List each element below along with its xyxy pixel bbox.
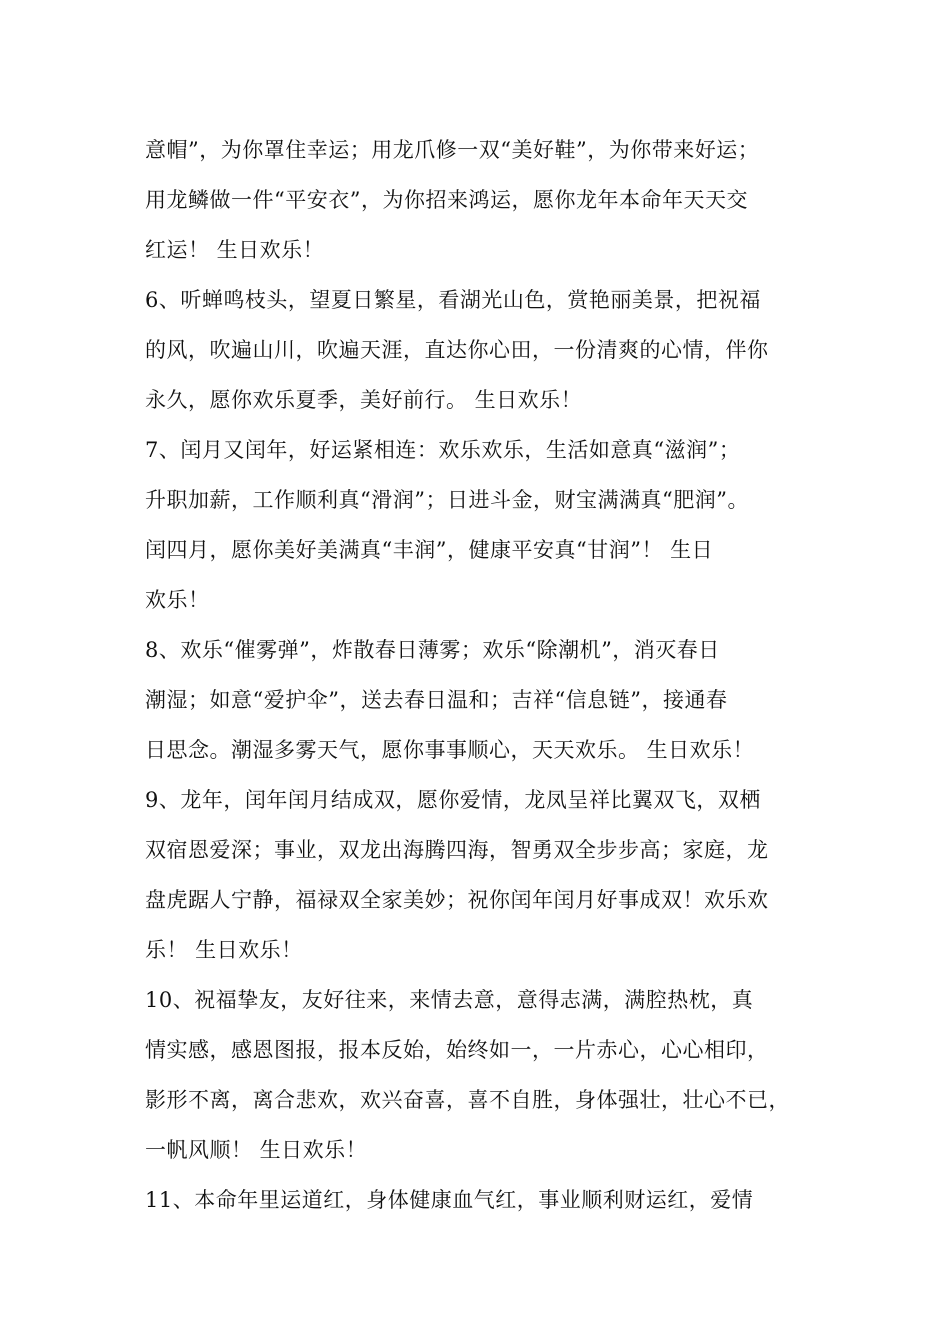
text-line: 情实感，感恩图报，报本反始，始终如一，一片赤心，心心相印， (145, 1038, 769, 1062)
text-line: 日思念。潮湿多雾天气，愿你事事顺心，天天欢乐。 生日欢乐！ (145, 738, 755, 762)
text-line: 永久，愿你欢乐夏季，美好前行。 生日欢乐！ (145, 388, 583, 412)
text-line: 潮湿；如意“爱护伞”，送去春日温和；吉祥“信息链”，接通春 (145, 688, 728, 712)
text-line: 闰四月，愿你美好美满真“丰润”，健康平安真“甘润”！ 生日 (145, 538, 714, 562)
text-line: 一帆风顺！ 生日欢乐！ (145, 1138, 368, 1162)
text-line: 11、本命年里运道红，身体健康血气红，事业顺利财运红，爱情 (145, 1188, 754, 1212)
text-line: 10、祝福挚友，友好往来，来情去意，意得志满，满腔热枕，真 (145, 988, 754, 1012)
text-line: 升职加薪，工作顺利真“滑润”；日进斗金，财宝满满真“肥润”。 (145, 488, 749, 512)
text-line: 影形不离，离合悲欢，欢兴奋喜，喜不自胜，身体强壮，壮心不已， (145, 1088, 790, 1112)
text-line: 8、欢乐“催雾弹”，炸散春日薄雾；欢乐“除潮机”，消灭春日 (145, 638, 720, 662)
text-line: 盘虎踞人宁静，福禄双全家美妙；祝你闰年闰月好事成双！欢乐欢 (145, 888, 769, 912)
text-line: 7、闰月又闰年，好运紧相连：欢乐欢乐，生活如意真“滋润”； (145, 438, 741, 462)
text-line: 欢乐！ (145, 588, 210, 612)
text-line: 6、听蝉鸣枝头，望夏日繁星，看湖光山色，赏艳丽美景，把祝福 (145, 288, 761, 312)
text-line: 9、龙年，闰年闰月结成双，愿你爱情，龙凤呈祥比翼双飞，双栖 (145, 788, 761, 812)
text-line: 红运！ 生日欢乐！ (145, 238, 325, 262)
text-line: 意帽”，为你罩住幸运；用龙爪修一双“美好鞋”，为你带来好运； (145, 138, 760, 162)
text-line: 的风，吹遍山川，吹遍天涯，直达你心田，一份清爽的心情，伴你 (145, 338, 769, 362)
text-line: 乐！ 生日欢乐！ (145, 938, 303, 962)
text-line: 用龙鳞做一件“平安衣”，为你招来鸿运，愿你龙年本命年天天交 (145, 188, 748, 212)
text-line: 双宿恩爱深；事业，双龙出海腾四海，智勇双全步步高；家庭，龙 (145, 838, 769, 862)
